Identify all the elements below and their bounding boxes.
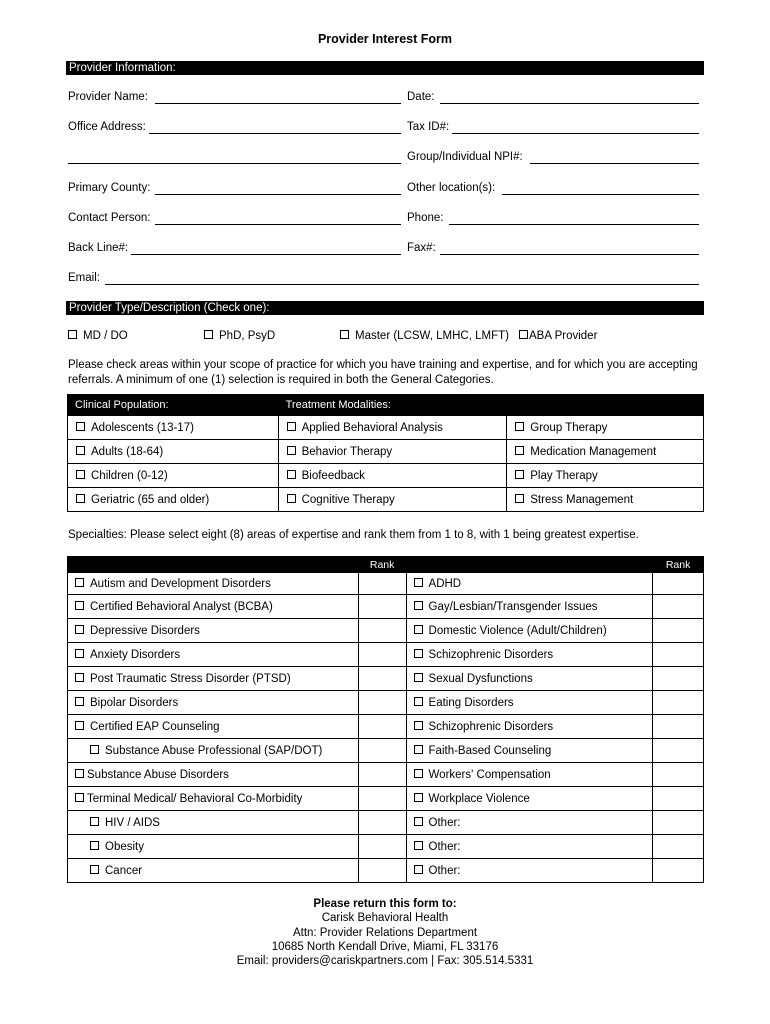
specialty-option[interactable]	[406, 573, 653, 595]
option-label: Post Traumatic Stress Disorder (PTSD)	[90, 672, 291, 685]
option-label: Adults (18-64)	[91, 445, 164, 458]
specialty-option[interactable]	[406, 835, 653, 859]
specialty-option[interactable]	[68, 763, 359, 787]
specialty-option[interactable]	[406, 619, 653, 643]
specialty-option[interactable]	[406, 715, 653, 739]
provider-type-master[interactable]: Master (LCSW, LMHC, LMFT)	[340, 330, 509, 342]
checkbox-icon[interactable]	[414, 673, 423, 682]
option-label: ADHD	[428, 577, 462, 590]
form-title: Provider Interest Form	[317, 32, 453, 46]
checkbox-icon[interactable]	[414, 625, 423, 634]
checkbox-icon[interactable]	[414, 649, 423, 658]
checkbox-icon[interactable]	[90, 865, 99, 874]
checkbox-icon[interactable]	[340, 330, 349, 339]
rank-input[interactable]	[653, 619, 704, 643]
rank-header-left: Rank	[358, 557, 406, 573]
office-address-field[interactable]	[149, 133, 401, 134]
primary-county-field[interactable]	[155, 194, 401, 195]
label-office-address: Office Address:	[68, 121, 146, 133]
category-option[interactable]	[278, 464, 507, 488]
option-label: Geriatric (65 and older)	[91, 493, 210, 506]
category-option[interactable]	[278, 440, 507, 464]
footer-contact: Email: providers@cariskpartners.com | Fax: 305.514.5331	[236, 955, 534, 967]
phone-field[interactable]	[449, 224, 699, 225]
checkbox-icon[interactable]	[414, 769, 423, 778]
label-npi: Group/Individual NPI#:	[407, 151, 523, 163]
specialty-option[interactable]	[406, 787, 653, 811]
option-label: Bipolar Disorders	[90, 696, 179, 709]
category-option[interactable]	[278, 416, 507, 440]
footer-company: Carisk Behavioral Health	[321, 912, 449, 924]
rank-input[interactable]	[653, 811, 704, 835]
option-label: Play Therapy	[530, 469, 598, 482]
option-label: Terminal Medical/ Behavioral Co-Morbidity	[87, 792, 303, 805]
specialty-option[interactable]	[406, 763, 653, 787]
option-label: Depressive Disorders	[90, 624, 200, 637]
fax-field[interactable]	[440, 254, 699, 255]
option-label: Sexual Dysfunctions	[428, 672, 533, 685]
rank-input[interactable]	[653, 739, 704, 763]
table-row	[68, 859, 704, 883]
table-row	[68, 715, 704, 739]
option-label: Schizophrenic Disorders	[428, 720, 554, 733]
email-field[interactable]	[105, 284, 699, 285]
specialty-option[interactable]	[68, 643, 359, 667]
checkbox-icon[interactable]	[75, 721, 84, 730]
checkbox-icon[interactable]	[414, 721, 423, 730]
table-row	[68, 787, 704, 811]
checkbox-icon[interactable]	[414, 745, 423, 754]
table-row	[68, 440, 704, 464]
provider-name-field[interactable]	[155, 103, 401, 104]
option-label: Other:	[428, 864, 461, 877]
back-line-field[interactable]	[131, 254, 401, 255]
tax-id-field[interactable]	[452, 133, 699, 134]
checkbox-icon[interactable]	[414, 697, 423, 706]
label-contact-person: Contact Person:	[68, 212, 151, 224]
checkbox-icon[interactable]	[515, 470, 524, 479]
rank-input[interactable]	[653, 643, 704, 667]
contact-person-field[interactable]	[155, 224, 401, 225]
category-option[interactable]	[68, 416, 279, 440]
rank-input[interactable]	[653, 763, 704, 787]
checkbox-icon[interactable]	[515, 446, 524, 455]
option-label: HIV / AIDS	[105, 816, 160, 829]
category-option[interactable]	[507, 440, 704, 464]
option-label: Group Therapy	[530, 421, 608, 434]
footer-return-label: Please return this form to:	[313, 898, 457, 910]
checkbox-icon[interactable]	[287, 446, 296, 455]
label-primary-county: Primary County:	[68, 182, 151, 194]
rank-input[interactable]	[653, 787, 704, 811]
rank-input[interactable]	[358, 667, 406, 691]
table-row	[68, 488, 704, 512]
option-label: Gay/Lesbian/Transgender Issues	[428, 600, 598, 613]
section-header-provider-info: Provider Information:	[66, 61, 704, 75]
specialties-header-left	[68, 557, 359, 573]
checkbox-icon[interactable]	[75, 625, 84, 634]
other-locations-field[interactable]	[502, 194, 699, 195]
checkbox-icon[interactable]	[76, 494, 85, 503]
category-option[interactable]	[507, 488, 704, 512]
option-label: Domestic Violence (Adult/Children)	[428, 624, 607, 637]
option-label: Certified EAP Counseling	[90, 720, 220, 733]
specialty-option[interactable]	[68, 619, 359, 643]
checkbox-icon[interactable]	[414, 578, 423, 587]
checkbox-icon[interactable]	[90, 817, 99, 826]
checkbox-icon[interactable]	[75, 673, 84, 682]
option-label: Medication Management	[530, 445, 657, 458]
label-phone: Phone:	[407, 212, 444, 224]
label-date: Date:	[407, 91, 435, 103]
rank-input[interactable]	[358, 595, 406, 619]
specialty-option[interactable]	[406, 595, 653, 619]
checkbox-icon[interactable]	[76, 422, 85, 431]
checkbox-icon[interactable]	[68, 330, 77, 339]
category-option[interactable]	[507, 416, 704, 440]
checkbox-icon[interactable]	[414, 865, 423, 874]
table-row	[68, 416, 704, 440]
specialty-option[interactable]	[406, 811, 653, 835]
label-provider-name: Provider Name:	[68, 91, 148, 103]
option-label: Faith-Based Counseling	[428, 744, 552, 757]
option-label: Eating Disorders	[428, 696, 514, 709]
specialty-option[interactable]	[68, 595, 359, 619]
label-fax: Fax#:	[407, 242, 436, 254]
checkbox-icon[interactable]	[519, 330, 528, 339]
specialty-option[interactable]	[406, 739, 653, 763]
table-row	[68, 643, 704, 667]
option-label: Children (0-12)	[91, 469, 168, 482]
specialty-option[interactable]	[68, 573, 359, 595]
option-label: Workers' Compensation	[428, 768, 551, 781]
table-row	[68, 811, 704, 835]
date-field[interactable]	[440, 103, 699, 104]
option-label: Adolescents (13-17)	[91, 421, 194, 434]
rank-input[interactable]	[358, 763, 406, 787]
specialty-option[interactable]	[68, 715, 359, 739]
rank-input[interactable]	[653, 595, 704, 619]
category-option[interactable]	[68, 488, 279, 512]
rank-input[interactable]	[358, 619, 406, 643]
table-row	[68, 763, 704, 787]
category-option[interactable]	[68, 464, 279, 488]
table-row	[68, 464, 704, 488]
checkbox-icon[interactable]	[75, 697, 84, 706]
rank-input[interactable]	[358, 859, 406, 883]
option-label: Other:	[428, 840, 461, 853]
checkbox-icon[interactable]	[287, 494, 296, 503]
option-label: Biofeedback	[301, 469, 365, 482]
option-label: Stress Management	[530, 493, 634, 506]
rank-input[interactable]	[358, 811, 406, 835]
checkbox-icon[interactable]	[414, 841, 423, 850]
specialty-option[interactable]	[68, 787, 359, 811]
option-label: Autism and Development Disorders	[90, 577, 271, 590]
section-header-provider-type: Provider Type/Description (Check one):	[66, 301, 704, 315]
checkbox-icon[interactable]	[90, 841, 99, 850]
checkbox-icon[interactable]	[414, 601, 423, 610]
rank-header-right: Rank	[653, 557, 704, 573]
header-treatment-modalities: Treatment Modalities:	[278, 395, 703, 416]
checkbox-icon[interactable]	[414, 793, 423, 802]
category-option[interactable]	[507, 464, 704, 488]
rank-input[interactable]	[358, 691, 406, 715]
header-clinical-population: Clinical Population:	[68, 395, 279, 416]
provider-type-phd-psyd[interactable]: PhD, PsyD	[204, 330, 275, 342]
table-row	[68, 691, 704, 715]
checkbox-icon[interactable]	[75, 601, 84, 610]
specialty-option[interactable]	[406, 667, 653, 691]
scope-instructions: Please check areas within your scope of practice for which you have training and expertise, and for which you are accepting referrals. A minimum of one (1) selection is required in both the General Categories.	[68, 359, 698, 386]
rank-input[interactable]	[653, 691, 704, 715]
specialty-option[interactable]	[68, 667, 359, 691]
checkbox-icon[interactable]	[90, 745, 99, 754]
option-label: Behavior Therapy	[301, 445, 393, 458]
specialties-header-right	[406, 557, 653, 573]
table-row	[68, 835, 704, 859]
checkbox-icon[interactable]	[287, 422, 296, 431]
rank-input[interactable]	[653, 859, 704, 883]
label-other-locations: Other location(s):	[407, 182, 496, 194]
rank-input[interactable]	[358, 739, 406, 763]
specialties-instructions: Specialties: Please select eight (8) areas of expertise and rank them from 1 to 8, with 1 being greatest expertise.	[68, 529, 639, 541]
option-label: Schizophrenic Disorders	[428, 648, 554, 661]
option-label: Workplace Violence	[428, 792, 530, 805]
option-label: Applied Behavioral Analysis	[301, 421, 443, 434]
option-label: Other:	[428, 816, 461, 829]
checkbox-icon[interactable]	[75, 578, 84, 587]
option-label: Anxiety Disorders	[90, 648, 181, 661]
rank-input[interactable]	[358, 715, 406, 739]
option-label: Substance Abuse Professional (SAP/DOT)	[105, 744, 323, 757]
office-address-line2-field[interactable]	[68, 163, 401, 164]
option-label: Substance Abuse Disorders	[87, 768, 229, 781]
option-label: Certified Behavioral Analyst (BCBA)	[90, 600, 273, 613]
provider-type-aba[interactable]: ABA Provider	[519, 330, 597, 342]
category-option[interactable]	[68, 440, 279, 464]
label-tax-id: Tax ID#:	[407, 121, 450, 133]
rank-input[interactable]	[653, 573, 704, 595]
rank-input[interactable]	[358, 573, 406, 595]
checkbox-icon[interactable]	[287, 470, 296, 479]
label-email: Email:	[68, 272, 100, 284]
npi-field[interactable]	[530, 163, 699, 164]
checkbox-icon[interactable]	[75, 769, 84, 778]
checkbox-icon[interactable]	[204, 330, 213, 339]
category-option[interactable]	[278, 488, 507, 512]
footer-address: 10685 North Kendall Drive, Miami, FL 33176	[271, 941, 499, 953]
specialty-option[interactable]	[406, 691, 653, 715]
checkbox-icon[interactable]	[515, 494, 524, 503]
checkbox-icon[interactable]	[414, 817, 423, 826]
specialty-option[interactable]	[406, 643, 653, 667]
rank-input[interactable]	[358, 643, 406, 667]
option-label: Cancer	[105, 864, 143, 877]
checkbox-icon[interactable]	[75, 649, 84, 658]
general-categories-table	[67, 394, 704, 512]
checkbox-icon[interactable]	[75, 793, 84, 802]
rank-input[interactable]	[653, 835, 704, 859]
checkbox-icon[interactable]	[76, 470, 85, 479]
rank-input[interactable]	[358, 835, 406, 859]
label-back-line: Back Line#:	[68, 242, 129, 254]
specialty-option[interactable]	[68, 739, 359, 763]
specialties-table	[67, 556, 704, 883]
rank-input[interactable]	[358, 787, 406, 811]
provider-type-md-do[interactable]: MD / DO	[68, 330, 128, 342]
specialty-option[interactable]	[68, 835, 359, 859]
specialty-option[interactable]	[68, 811, 359, 835]
table-row	[68, 595, 704, 619]
option-label: Cognitive Therapy	[301, 493, 395, 506]
checkbox-icon[interactable]	[76, 446, 85, 455]
footer-attn: Attn: Provider Relations Department	[292, 927, 478, 939]
specialty-option[interactable]	[406, 859, 653, 883]
table-row	[68, 739, 704, 763]
rank-input[interactable]	[653, 715, 704, 739]
table-row	[68, 619, 704, 643]
specialty-option[interactable]	[68, 859, 359, 883]
rank-input[interactable]	[653, 667, 704, 691]
table-row	[68, 573, 704, 595]
option-label: Obesity	[105, 840, 144, 853]
checkbox-icon[interactable]	[515, 422, 524, 431]
specialty-option[interactable]	[68, 691, 359, 715]
table-row	[68, 667, 704, 691]
